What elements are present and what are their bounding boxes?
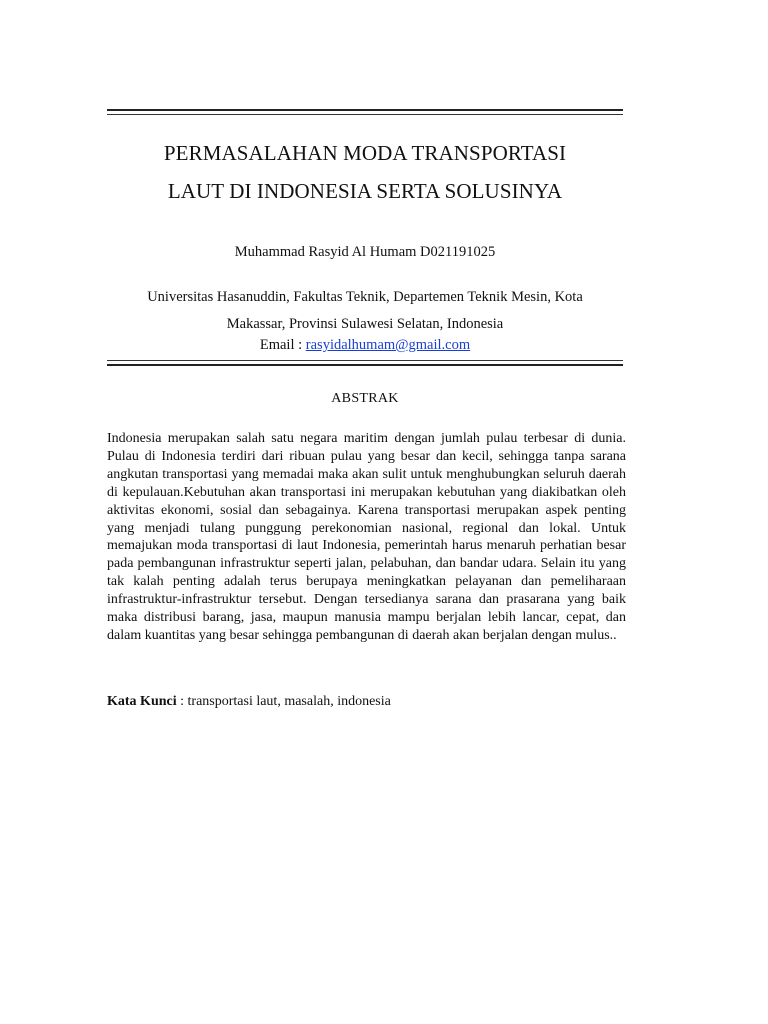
- affiliation: [107, 284, 623, 338]
- keywords-label: Kata Kunci: [107, 694, 177, 709]
- keywords-line: [107, 694, 623, 710]
- email-link[interactable]: rasyidalhumam@gmail.com: [305, 337, 471, 353]
- email-label: Email :: [259, 337, 306, 353]
- email-line: [107, 337, 623, 354]
- top-rule-thin: [107, 114, 623, 115]
- keywords-separator: :: [176, 694, 188, 709]
- abstract-body: Indonesia merupakan salah satu negara maritim dengan jumlah pulau terbesar di dunia. Pulau di Indonesia terdiri dari ribuan pulau yang besar dan kecil, sehingga tanpa sarana angkutan transportasi yang memadai maka akan sulit untuk menghubungkan seluruh daerah di kepulauan.Kebutuhan akan transportasi ini merupakan kebutuhan yang diakibatkan oleh aktivitas ekonomi, sosial dan sebagainya. Karena transportasi merupakan aspek penting yang menjadi tulang punggung perekonomian nasional, regional dan lokal. Untuk memajukan moda transportasi di laut Indonesia, pemerintah harus menaruh perhatian besar pada pembangunan infrastruktur seperti jalan, pelabuhan, dan bandar udara. Selain itu yang tak kalah penting adalah terus berupaya meningkatkan pelayanan dan pemeliharaan infrastruktur-infrastruktur tersebut. Dengan tersedianya sarana dan prasarana yang baik maka distribusi barang, jasa, maupun manusia mampu berjalan lebih lancar, cepat, dan dalam kuantitas yang besar sehingga pembangunan di daerah akan berjalan dengan mulus..: [107, 431, 626, 643]
- title-line-1: PERMASALAHAN MODA TRANSPORTASI: [163, 141, 567, 165]
- paper-title: [107, 134, 623, 210]
- top-rule-thick: [107, 109, 623, 111]
- mid-rule-thick: [107, 364, 623, 366]
- affiliation-line-1: Universitas Hasanuddin, Fakultas Teknik, Departemen Teknik Mesin, Kota: [147, 289, 583, 305]
- affiliation-line-2: Makassar, Provinsi Sulawesi Selatan, Indonesia: [226, 316, 504, 332]
- keywords-value: transportasi laut, masalah, indonesia: [187, 694, 391, 709]
- abstract-heading: ABSTRAK: [331, 391, 399, 406]
- mid-rule-thin: [107, 360, 623, 361]
- title-line-2: LAUT DI INDONESIA SERTA SOLUSINYA: [167, 179, 563, 203]
- author-line: Muhammad Rasyid Al Humam D021191025: [234, 244, 496, 260]
